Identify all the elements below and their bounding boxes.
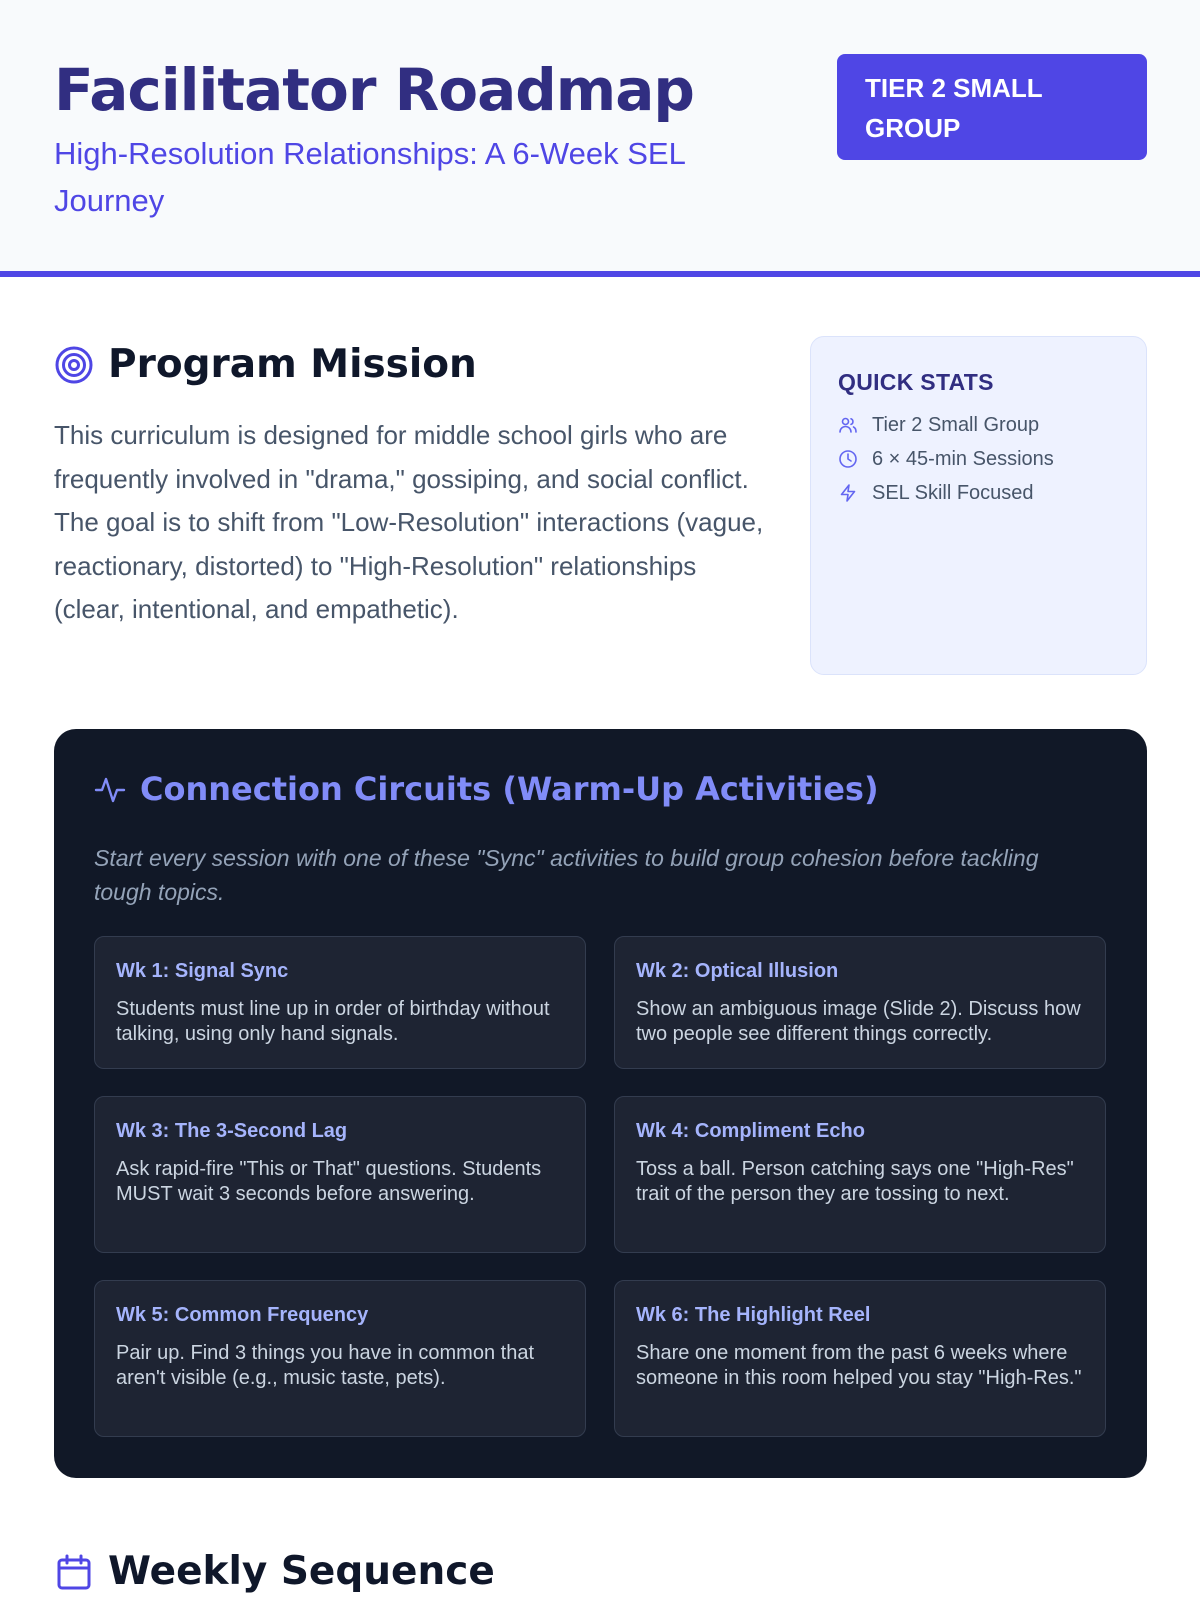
lightning-icon [838,483,858,503]
quick-stats-title: QUICK STATS [838,369,994,395]
stat-label: SEL Skill Focused [872,481,1034,504]
warmup-card-week-3 [94,1096,586,1253]
warmup-card-week-6 [614,1280,1106,1437]
card-body: Toss a ball. Person catching says one "High-Res" trait of the person they are tossing to next. [636,1158,1074,1205]
card-body: Ask rapid-fire "This or That" questions. Students MUST wait 3 seconds before answering. [116,1158,542,1205]
users-icon [838,415,858,435]
warmup-card-week-4 [614,1096,1106,1253]
target-icon [54,345,94,385]
warmup-heading [94,770,879,808]
clock-icon [838,449,858,469]
weekly-heading-label: Weekly Sequence [108,1549,495,1594]
warmup-card-week-2 [614,936,1106,1069]
card-title: Wk 6: The Highlight Reel [636,1304,871,1326]
card-body: Show an ambiguous image (Slide 2). Discuss how two people see different things correctly. [636,998,1081,1045]
warmup-card-week-1 [94,936,586,1069]
card-title: Wk 4: Compliment Echo [636,1120,865,1142]
card-body: Share one moment from the past 6 weeks where someone in this room helped you stay "High-Res." [636,1342,1082,1389]
stat-row-skill [838,476,1119,510]
tier-badge: TIER 2 SMALL GROUP [837,54,1147,160]
stat-row-sessions [838,442,1119,476]
warmup-intro: Start every session with one of these "Sync" activities to build group cohesion before tackling tough topics. [94,845,1039,905]
warmup-panel [54,729,1147,1478]
card-body: Students must line up in order of birthday without talking, using only hand signals. [116,998,550,1045]
activity-icon [94,773,126,805]
mission-heading-label: Program Mission [108,342,477,387]
card-title: Wk 2: Optical Illusion [636,960,839,982]
weekly-heading [54,1549,495,1594]
card-title: Wk 3: The 3-Second Lag [116,1120,348,1142]
page-subtitle: High-Resolution Relationships: A 6-Week SEL Journey [54,136,685,218]
warmup-heading-label: Connection Circuits (Warm-Up Activities) [140,770,879,808]
stat-label: Tier 2 Small Group [872,413,1040,436]
card-title: Wk 1: Signal Sync [116,960,289,982]
page-header [0,0,1200,277]
quick-stats-panel [810,336,1147,675]
card-body: Pair up. Find 3 things you have in common that aren't visible (e.g., music taste, pets). [116,1342,535,1389]
mission-text: This curriculum is designed for middle school girls who are frequently involved in "drama," gossiping, and social conflict. The goal is to shift from "Low-Resolution" interactions (vague, reactionary, distorted) to "High-Resolution" relationships (clear, intentional, and empathetic). [54,420,764,624]
calendar-icon [54,1552,94,1592]
page-title: Facilitator Roadmap [54,56,694,124]
card-title: Wk 5: Common Frequency [116,1304,369,1326]
mission-heading [54,342,477,387]
warmup-card-week-5 [94,1280,586,1437]
stat-label: 6 × 45-min Sessions [872,447,1054,470]
stat-row-group [838,408,1119,442]
